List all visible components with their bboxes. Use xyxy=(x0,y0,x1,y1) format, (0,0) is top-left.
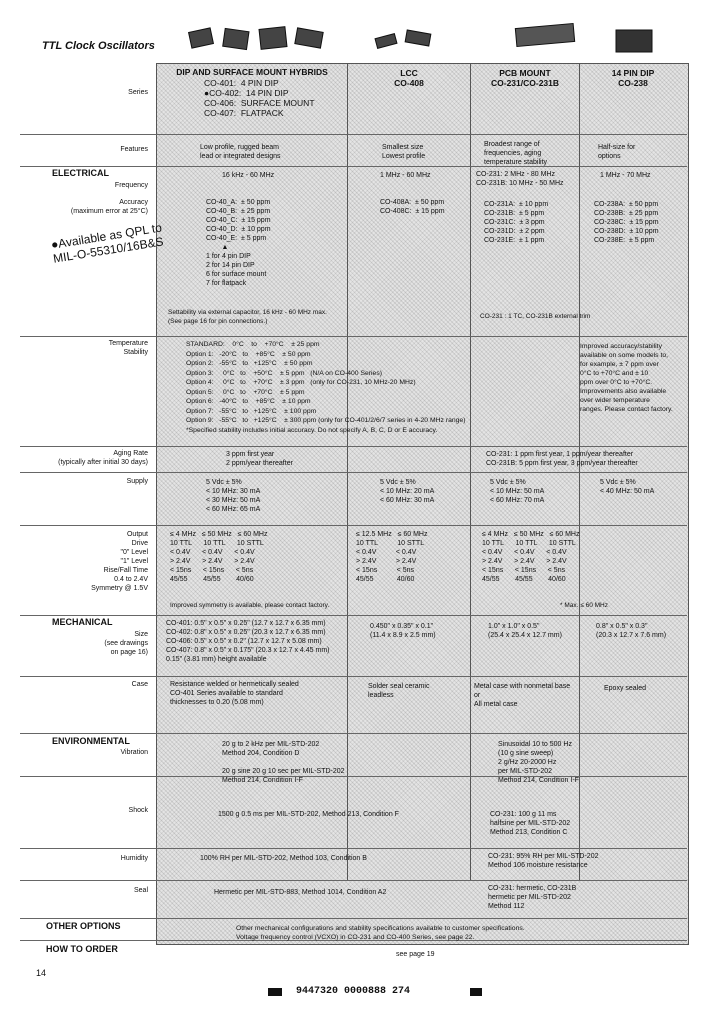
document-code: 9447320 0000888 274 xyxy=(296,986,411,997)
col3-header: PCB MOUNT CO-231/CO-231B xyxy=(490,68,560,88)
case-col4: Epoxy sealed xyxy=(604,685,647,692)
row-divider xyxy=(20,676,687,677)
size-col4: 0.8" x 0.5" x 0.3" (20.3 x 12.7 x 7.6 mm) xyxy=(596,623,667,639)
other-options-text: Other mechanical configurations and stability specifications available to customer specifications. Voltage frequency control (VCXO) in CO-231 and CO-400 Series, see page 22. xyxy=(236,925,525,941)
temperature-note: Improved accuracy/stability available on some models to, for example, ± 7 ppm over 0°C to +70°C and ± 10 ppm over 0°C to +70°C. Improvements also available over wider temperature ranges. Please contact factory. xyxy=(580,343,673,413)
14-pin-dip-icon xyxy=(612,26,658,56)
label-vibration: Vibration xyxy=(120,749,148,756)
row-divider xyxy=(20,336,687,337)
output-col2: ≤ 12.5 MHz ≤ 60 MHz 10 TTL 10 STTL < 0.4V < 0.4V > 2.4V > 2.4V < 15ns < 5ns 45/55 40/60 xyxy=(356,531,428,583)
col4-header: 14 PIN DIP CO-238 xyxy=(611,68,655,88)
output-col1-note: Improved symmetry is available, please contact factory. xyxy=(170,602,330,609)
supply-col1: 5 Vdc ± 5% < 10 MHz: 30 mA < 30 MHz: 50 mA < 60 MHz: 65 mA xyxy=(206,479,261,513)
seal-col3: CO-231: hermetic, CO-231B hermetic per MIL-STD-202 Method 112 xyxy=(488,885,577,910)
label-accuracy: Accuracy (maximum error at 25°C) xyxy=(70,199,148,215)
qpl-stamp: ●Available as QPL to MIL-O-55310/16B&S xyxy=(50,220,165,266)
shock-col1: 1500 g 0.5 ms per MIL-STD-202, Method 213, Condition F xyxy=(218,811,399,818)
vibration-col3: Sinusoidal 10 to 500 Hz (10 g sine sweep) 2 g/Hz 20-2000 Hz per MIL-STD-202 Method 214, Condition I-F xyxy=(498,741,579,784)
label-size: Size (see drawings on page 16) xyxy=(104,631,148,656)
features-col3: Broadest range of frequencies, aging temperature stability xyxy=(484,141,548,166)
humidity-col1: 100% RH per MIL-STD-202, Method 103, Condition B xyxy=(200,855,367,862)
row-divider xyxy=(20,733,687,734)
section-other-options: OTHER OPTIONS xyxy=(46,921,121,931)
row-divider xyxy=(20,848,687,849)
accuracy-col3: CO-231A: ± 10 ppm CO-231B: ± 5 ppm CO-231C: ± 3 ppm CO-231D: ± 2 ppm CO-231E: ± 1 ppm xyxy=(484,201,549,244)
label-output: Output Drive "0" Level "1" Level Rise/Fall Time 0.4 to 2.4V Symmetry @ 1.5V xyxy=(91,531,148,592)
page-title: TTL Clock Oscillators xyxy=(42,40,155,52)
section-environmental: ENVIRONMENTAL xyxy=(52,736,130,746)
row-divider xyxy=(20,918,687,919)
temperature-table: STANDARD: 0°C to +70°C ± 25 ppm Option 1: -20°C to +85°C ± 50 ppm Option 2: -55°C to +125°C ± 50 ppm Option 3: 0°C to +50°C ± 5 ppm (N/A on CO-400 Series) Option 4: 0°C to +70°C ± 3 ppm (only for CO-231, 10 MHz-20 MHz) Option 5: 0°C to +70°C ± 5 ppm Option 6: -40°C to +85°C ± 10 ppm Option 7: -55°C to +125°C ± 100 ppm Option 9: -55°C to +125°C ± 300 ppm (only for CO-401/2/6/7 series in 4-20 MHz range) *Specified stability includes initial accuracy. Do not specify A, B, C, D or E accuracy. xyxy=(186,341,466,434)
lcc-icon xyxy=(372,26,436,56)
label-seal: Seal xyxy=(133,887,148,894)
row-divider xyxy=(20,472,687,473)
label-frequency: Frequency xyxy=(114,182,148,189)
row-divider xyxy=(20,776,687,777)
accuracy-col1-note: Settability via external capacitor, 16 kHz - 60 MHz max. (See page 16 for pin connections.) xyxy=(168,309,327,325)
label-humidity: Humidity xyxy=(120,855,148,862)
supply-col4: 5 Vdc ± 5% < 40 MHz: 50 mA xyxy=(600,479,655,495)
supply-col3: 5 Vdc ± 5% < 10 MHz: 50 mA < 60 MHz: 70 mA xyxy=(490,479,545,504)
label-series: Series xyxy=(128,89,148,96)
frequency-col2: 1 MHz - 60 MHz xyxy=(380,172,431,179)
row-divider xyxy=(20,134,687,135)
frequency-col1: 16 kHz - 60 MHz xyxy=(222,172,275,179)
shock-col3: CO-231: 100 g 11 ms halfsine per MIL-STD-202 Method 213, Condition C xyxy=(490,811,571,836)
barcode-block xyxy=(470,988,482,996)
row-divider xyxy=(20,446,687,447)
how-to-order-text: see page 19 xyxy=(396,951,435,958)
size-col3: 1.0" x 1.0" x 0.5" (25.4 x 25.4 x 12.7 mm) xyxy=(488,623,562,639)
dip-hybrid-icon xyxy=(186,22,336,52)
frequency-col4: 1 MHz - 70 MHz xyxy=(600,172,651,179)
label-case: Case xyxy=(131,681,148,688)
supply-col2: 5 Vdc ± 5% < 10 MHz: 20 mA < 60 MHz: 30 mA xyxy=(380,479,435,504)
accuracy-col1: CO-40_A: ± 50 ppm CO-40_B: ± 25 ppm CO-40_C: ± 15 ppm CO-40_D: ± 10 ppm CO-40_E: ± 5 ppm ▲ 1 for 4 pin DIP 2 for 14 pin DIP 6 for surface mount 7 for flatpack xyxy=(206,199,271,287)
frequency-col3: CO-231: 2 MHz - 80 MHz CO-231B: 10 MHz - 50 MHz xyxy=(476,171,564,187)
pcb-mount-icon xyxy=(506,20,586,50)
aging-col1: 3 ppm first year 2 ppm/year thereafter xyxy=(226,451,293,467)
row-divider xyxy=(20,615,687,616)
page-number: 14 xyxy=(36,968,47,978)
humidity-col3: CO-231: 95% RH per MIL-STD-202 Method 106 moisture resistance xyxy=(488,853,599,869)
col2-header: LCC CO-408 xyxy=(394,68,424,88)
accuracy-col3-note: CO-231 : 1 TC, CO-231B external trim xyxy=(480,313,591,320)
row-divider xyxy=(20,166,687,167)
row-divider xyxy=(20,525,687,526)
vibration-col1: 20 g to 2 kHz per MIL-STD-202 Method 204, Condition D 20 g sine 20 g 10 sec per MIL-STD-202 Method 214, Condition I-F xyxy=(222,741,345,784)
output-col1: ≤ 4 MHz ≤ 50 MHz ≤ 60 MHz 10 TTL 10 TTL 10 STTL < 0.4V < 0.4V < 0.4V > 2.4V > 2.4V > 2.4V < 15ns < 15ns < 5ns 45/55 45/55 40/60 xyxy=(170,531,268,583)
barcode-block xyxy=(268,988,282,996)
size-col2: 0.450" x 0.35" x 0.1" (11.4 x 8.9 x 2.5 mm) xyxy=(370,623,436,639)
features-col4: Half-size for options xyxy=(598,144,636,160)
label-supply: Supply xyxy=(126,478,148,485)
case-col1: Resistance welded or hermetically sealed CO-401 Series available to standard thicknesses to 0.20 (5.08 mm) xyxy=(170,681,299,706)
output-col3: ≤ 4 MHz ≤ 50 MHz ≤ 60 MHz 10 TTL 10 TTL 10 STTL < 0.4V < 0.4V < 0.4V > 2.4V > 2.4V > 2.4V < 15ns < 15ns < 5ns 45/55 45/55 40/60 xyxy=(482,531,580,583)
features-col1: Low profile, rugged beam lead or integrated designs xyxy=(200,144,281,160)
label-features: Features xyxy=(120,146,148,153)
section-mechanical: MECHANICAL xyxy=(52,617,113,627)
accuracy-col4: CO-238A: ± 50 ppm CO-238B: ± 25 ppm CO-238C: ± 15 ppm CO-238D: ± 10 ppm CO-238E: ± 5 ppm xyxy=(594,201,659,244)
section-how-to-order: HOW TO ORDER xyxy=(46,944,118,954)
section-electrical: ELECTRICAL xyxy=(52,168,109,178)
label-aging: Aging Rate (typically after initial 30 days) xyxy=(58,450,148,466)
col1-series-list: CO-401: 4 PIN DIP ●CO-402: 14 PIN DIP CO-406: SURFACE MOUNT CO-407: FLATPACK xyxy=(204,78,315,118)
accuracy-col2: CO-408A: ± 50 ppm CO-408C: ± 15 ppm xyxy=(380,199,445,215)
features-col2: Smallest size Lowest profile xyxy=(382,144,426,160)
size-col1: CO-401: 0.5" x 0.5" x 0.25" (12.7 x 12.7 x 6.35 mm) CO-402: 0.8" x 0.5" x 0.25" (20.3 x 12.7 x 6.35 mm) CO-406: 0.5" x 0.5" x 0.2" (12.7 x 12.7 x 5.08 mm) CO-407: 0.8" x 0.5" x 0.175" (20.3 x 12.7 x 4.45 mm) 0.15" (3.81 mm) height available xyxy=(166,620,330,663)
col1-header: DIP AND SURFACE MOUNT HYBRIDS xyxy=(176,67,328,77)
case-col3: Metal case with nonmetal base or All metal case xyxy=(474,683,571,708)
row-divider xyxy=(20,880,687,881)
output-col3-note: * Max. ≤ 60 MHz xyxy=(560,602,608,609)
seal-col1: Hermetic per MIL-STD-883, Method 1014, Condition A2 xyxy=(214,889,387,896)
case-col2: Solder seal ceramic leadless xyxy=(368,683,430,699)
label-shock: Shock xyxy=(128,807,148,814)
aging-col3: CO-231: 1 ppm first year, 1 ppm/year thereafter CO-231B: 5 ppm first year, 3 ppm/year thereafter xyxy=(486,451,638,467)
label-temperature: Temperature Stability xyxy=(108,340,148,356)
